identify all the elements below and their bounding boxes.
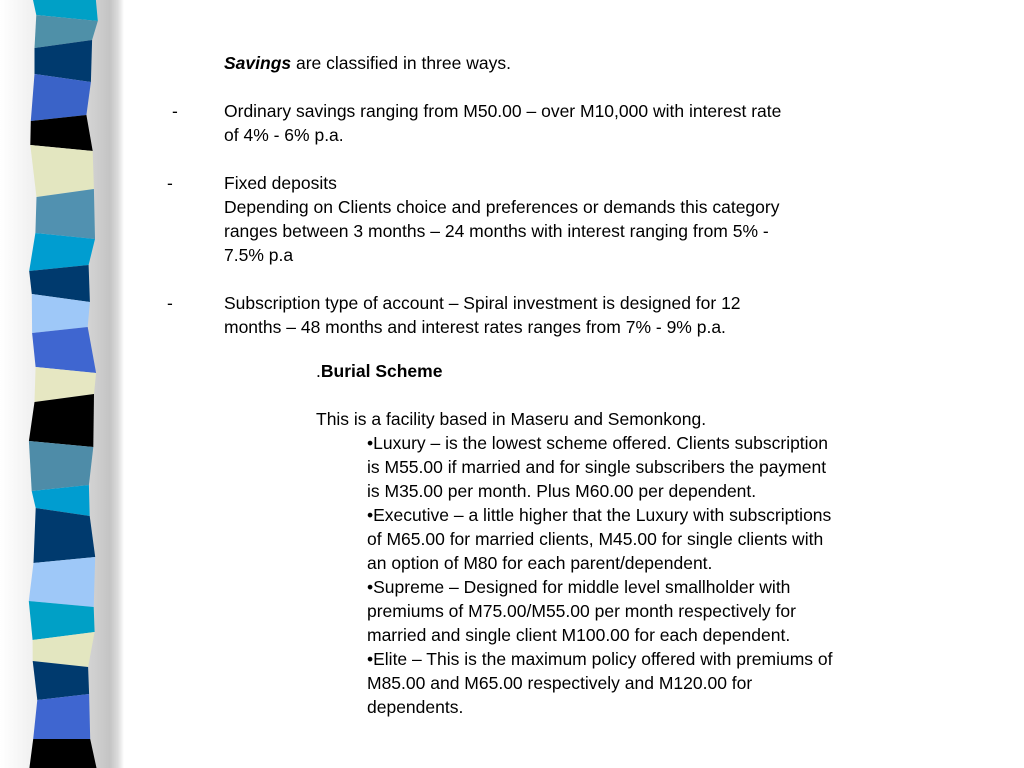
savings-item-line: months – 48 months and interest rates ranges from 7% - 9% p.a. [224, 317, 726, 337]
burial-heading [316, 359, 442, 383]
savings-item-marker: - [167, 173, 173, 193]
burial-bullet-line: M85.00 and M65.00 respectively and M120.00 for [367, 673, 753, 693]
savings-item-line: of 4% - 6% p.a. [224, 125, 344, 145]
savings-item-line: 7.5% p.a [224, 245, 294, 265]
burial-bullet-line: married and single client M100.00 for each dependent. [367, 625, 791, 645]
burial-heading-prefix: . [316, 361, 321, 381]
burial-heading-title: Burial Scheme [320, 361, 443, 381]
savings-heading-text: are classified in three ways. [291, 53, 511, 73]
burial-bullet-line: •Luxury – is the lowest scheme offered. Clients subscription [367, 433, 829, 453]
burial-intro: This is a facility based in Maseru and Semonkong. [316, 409, 707, 429]
burial-bullet-line: •Elite – This is the maximum policy offered with premiums of [367, 649, 833, 669]
burial-bullet-line: premiums of M75.00/M55.00 per month respectively for [367, 601, 796, 621]
savings-item-marker: - [172, 101, 178, 121]
burial-bullet-line: is M35.00 per month. Plus M60.00 per dependent. [367, 481, 757, 501]
savings-heading [224, 51, 511, 75]
savings-item-line: Depending on Clients choice and preferences or demands this category [224, 197, 780, 217]
burial-bullet-line: •Supreme – Designed for middle level smallholder with [367, 577, 791, 597]
savings-item-marker: - [167, 293, 173, 313]
savings-keyword: Savings [224, 53, 292, 73]
burial-bullet-line: dependents. [367, 697, 464, 717]
savings-item-line: Subscription type of account – Spiral investment is designed for 12 [224, 293, 741, 313]
savings-item-line: Ordinary savings ranging from M50.00 – over M10,000 with interest rate [224, 101, 782, 121]
savings-item-line: Fixed deposits [224, 173, 337, 193]
burial-bullet-line: •Executive – a little higher that the Luxury with subscriptions [367, 505, 832, 525]
burial-bullet-line: an option of M80 for each parent/dependent. [367, 553, 713, 573]
burial-bullet-line: is M55.00 if married and for single subscribers the payment [367, 457, 827, 477]
burial-bullet-line: of M65.00 for married clients, M45.00 for single clients with [367, 529, 824, 549]
savings-item-line: ranges between 3 months – 24 months with interest ranging from 5% - [224, 221, 769, 241]
